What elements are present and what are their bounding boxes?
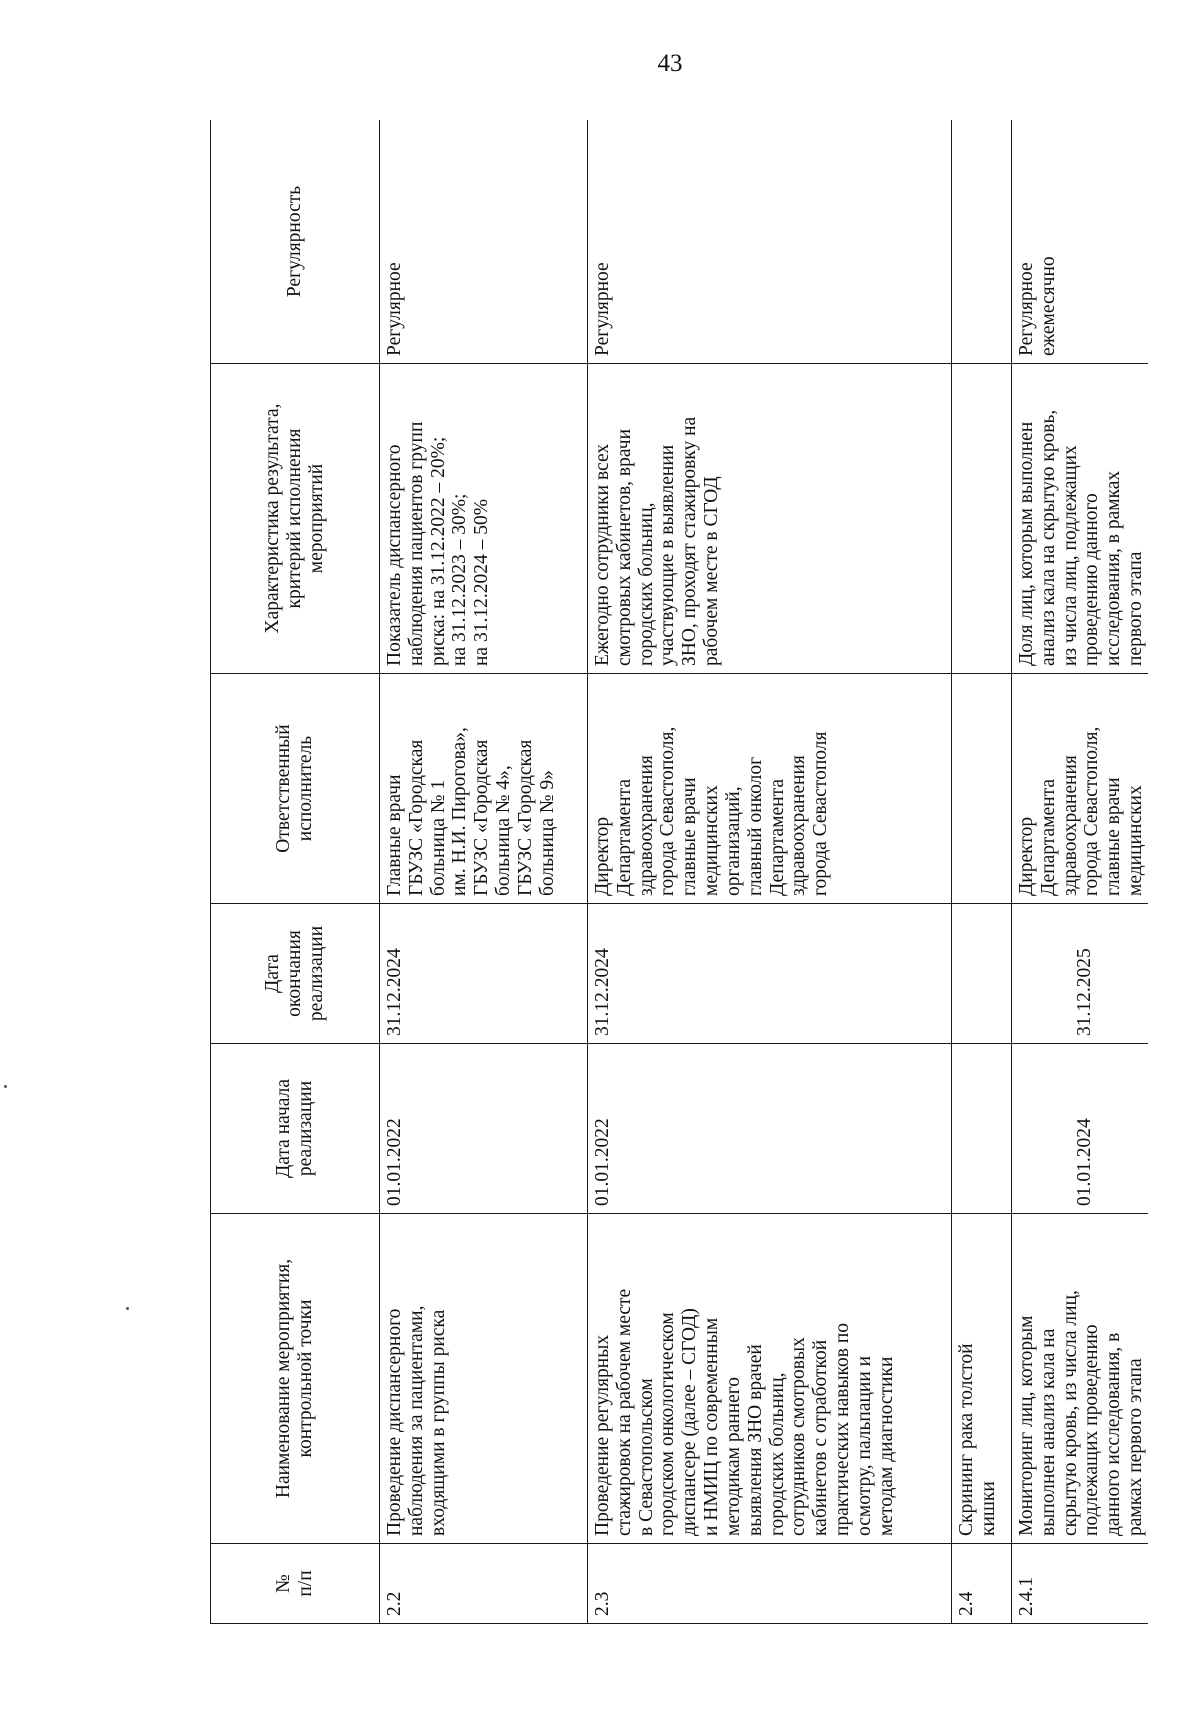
scan-speck (126, 1307, 129, 1310)
cell-end-date: 31.12.2025 (1012, 904, 1149, 1044)
header-start-date: Дата начала реализации (211, 1044, 380, 1214)
cell-regularity: Регулярное (588, 120, 952, 364)
cell-result: Показатель диспансерного наблюдения пациентов групп риска: на 31.12.2022 – 20%; на 31.12.2023 – 30%; на 31.12.2024 – 50% (380, 364, 588, 674)
cell-responsible: Главные врачи ГБУЗС «Городская больница № 1 им. Н.И. Пирогова», ГБУЗС «Городская больница № 4», ГБУЗС «Городская больница № 9» (380, 674, 588, 904)
cell-num: 2.2 (380, 1544, 588, 1624)
cell-start-date: 01.01.2022 (380, 1044, 588, 1214)
header-result: Характеристика результата, критерий исполнения мероприятий (211, 364, 380, 674)
cell-end-date: 31.12.2024 (380, 904, 588, 1044)
cell-num: 2.4 (952, 1544, 1012, 1624)
cell-regularity: Регулярное ежемесячно (1012, 120, 1149, 364)
cell-start-date: 01.01.2024 (1012, 1044, 1149, 1214)
cell-start-date: 01.01.2022 (588, 1044, 952, 1214)
page-number: 43 (657, 50, 683, 77)
cell-start-date (952, 1044, 1012, 1214)
cell-end-date (952, 904, 1012, 1044)
cell-num: 2.4.1 (1012, 1544, 1149, 1624)
scan-speck (4, 1085, 7, 1088)
cell-name: Скрининг рака толстой кишки (952, 1214, 1012, 1544)
cell-end-date: 31.12.2024 (588, 904, 952, 1044)
cell-name: Проведение диспансерного наблюдения за пациентами, входящими в группы риска (380, 1214, 588, 1544)
table-header-row (211, 120, 380, 1624)
cell-regularity (952, 120, 1012, 364)
plan-table (210, 120, 1148, 1624)
table-row (1012, 120, 1149, 1624)
table-row (588, 120, 952, 1624)
header-regularity: Регулярность (211, 120, 380, 364)
rotated-table-container (210, 120, 1148, 1624)
cell-responsible: Директор Департамента здравоохранения города Севастополя, главные врачи медицинских организаций, главный онколог Департамента здравоохранения города Севастополя (588, 674, 952, 904)
table-row (380, 120, 588, 1624)
header-name: Наименование мероприятия, контрольной точки (211, 1214, 380, 1544)
cell-name: Проведение регулярных стажировок на рабочем месте в Севастопольском городском онкологическом диспансере (далее – СГОД) и НМИЦ по современным методикам раннего выявления ЗНО врачей городских больниц, сотрудников смотровых кабинетов с отработкой практических навыков по осмотру, пальпации и методам диагностики (588, 1214, 952, 1544)
cell-result: Доля лиц, которым выполнен анализ кала на скрытую кровь, из числа лиц, подлежащих проведению данного исследования, в рамках первого этапа (1012, 364, 1149, 674)
header-responsible: Ответственный исполнитель (211, 674, 380, 904)
table-row (952, 120, 1012, 1624)
header-num: № п/п (211, 1544, 380, 1624)
header-end-date: Дата окончания реализации (211, 904, 380, 1044)
cell-num: 2.3 (588, 1544, 952, 1624)
cell-result (952, 364, 1012, 674)
cell-responsible: Директор Департамента здравоохранения города Севастополя, главные врачи медицинских (1012, 674, 1149, 904)
cell-name: Мониторинг лиц, которым выполнен анализ кала на скрытую кровь, из числа лиц, подлежащих проведению данного исследования, в рамках первого этапа (1012, 1214, 1149, 1544)
cell-responsible (952, 674, 1012, 904)
cell-result: Ежегодно сотрудники всех смотровых кабинетов, врачи городских больниц, участвующие в выявлении ЗНО, проходят стажировку на рабочем месте в СГОД (588, 364, 952, 674)
cell-regularity: Регулярное (380, 120, 588, 364)
